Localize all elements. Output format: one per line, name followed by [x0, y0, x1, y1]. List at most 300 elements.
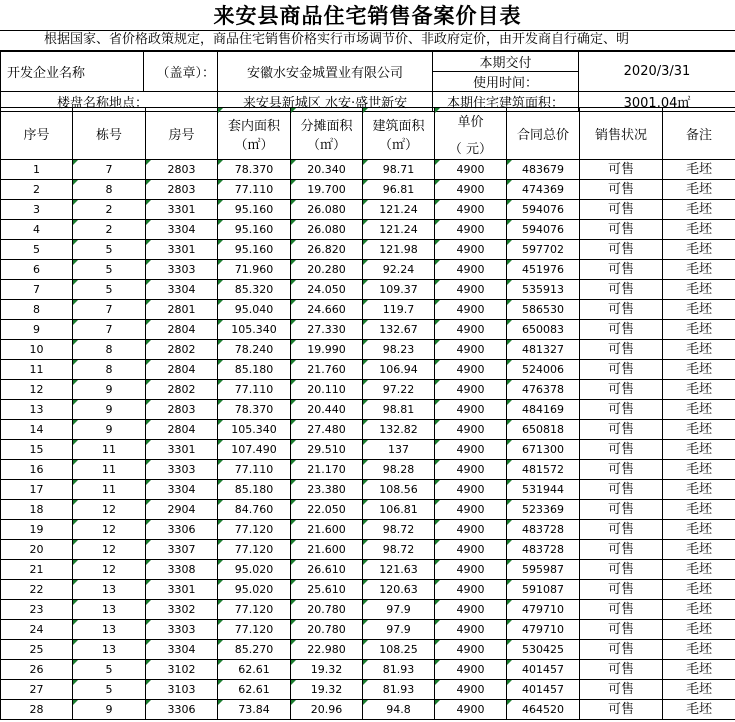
- cell-shared-area: 21.760: [291, 360, 363, 380]
- cell-seq: 14: [1, 420, 73, 440]
- cell-remark: 毛坯: [663, 460, 735, 480]
- cell-total-price: 451976: [507, 260, 580, 280]
- cell-total-price: 401457: [507, 680, 580, 700]
- cell-total-price: 476378: [507, 380, 580, 400]
- cell-total-price: 671300: [507, 440, 580, 460]
- delivery-date: 2020/3/31: [579, 52, 735, 92]
- cell-inner-area: 95.040: [218, 300, 291, 320]
- header-build-area: 建筑面积 （㎡）: [363, 108, 435, 160]
- cell-remark: 毛坯: [663, 660, 735, 680]
- cell-total-price: 483679: [507, 160, 580, 180]
- cell-building: 5: [73, 240, 146, 260]
- cell-status: 可售: [580, 420, 663, 440]
- cell-build-area: 106.81: [363, 500, 435, 520]
- cell-build-area: 120.63: [363, 580, 435, 600]
- cell-room: 2802: [146, 380, 218, 400]
- cell-seq: 6: [1, 260, 73, 280]
- cell-build-area: 121.63: [363, 560, 435, 580]
- cell-build-area: 98.81: [363, 400, 435, 420]
- cell-seq: 27: [1, 680, 73, 700]
- cell-seq: 9: [1, 320, 73, 340]
- cell-room: 3103: [146, 680, 218, 700]
- cell-status: 可售: [580, 600, 663, 620]
- cell-build-area: 92.24: [363, 260, 435, 280]
- cell-shared-area: 26.080: [291, 200, 363, 220]
- cell-build-area: 97.9: [363, 600, 435, 620]
- cell-unit-price: 4900: [435, 480, 507, 500]
- cell-status: 可售: [580, 660, 663, 680]
- cell-shared-area: 22.050: [291, 500, 363, 520]
- cell-seq: 22: [1, 580, 73, 600]
- cell-total-price: 650818: [507, 420, 580, 440]
- table-row: [1, 420, 735, 440]
- cell-building: 13: [73, 600, 146, 620]
- cell-shared-area: 20.280: [291, 260, 363, 280]
- cell-shared-area: 24.050: [291, 280, 363, 300]
- cell-unit-price: 4900: [435, 380, 507, 400]
- cell-total-price: 484169: [507, 400, 580, 420]
- table-body: [1, 160, 735, 720]
- cell-build-area: 108.25: [363, 640, 435, 660]
- cell-total-price: 531944: [507, 480, 580, 500]
- cell-seq: 13: [1, 400, 73, 420]
- cell-build-area: 98.72: [363, 540, 435, 560]
- cell-status: 可售: [580, 640, 663, 660]
- cell-build-area: 109.37: [363, 280, 435, 300]
- table-row: [1, 620, 735, 640]
- cell-shared-area: 25.610: [291, 580, 363, 600]
- cell-unit-price: 4900: [435, 320, 507, 340]
- cell-build-area: 81.93: [363, 660, 435, 680]
- cell-remark: 毛坯: [663, 340, 735, 360]
- cell-remark: 毛坯: [663, 560, 735, 580]
- policy-notice: [0, 30, 735, 51]
- cell-remark: 毛坯: [663, 240, 735, 260]
- project-name: 来安县新城区 水安·盛世新安: [218, 92, 433, 112]
- cell-inner-area: 77.110: [218, 460, 291, 480]
- table-row: [1, 560, 735, 580]
- cell-shared-area: 27.330: [291, 320, 363, 340]
- cell-inner-area: 77.110: [218, 180, 291, 200]
- cell-unit-price: 4900: [435, 420, 507, 440]
- cell-unit-price: 4900: [435, 540, 507, 560]
- cell-shared-area: 26.610: [291, 560, 363, 580]
- cell-room: 2803: [146, 180, 218, 200]
- table-row: [1, 600, 735, 620]
- cell-inner-area: 105.340: [218, 320, 291, 340]
- use-time-label: 使用时间：: [433, 72, 579, 92]
- header-inner-area: 套内面积 （㎡）: [218, 108, 291, 160]
- cell-remark: 毛坯: [663, 180, 735, 200]
- cell-status: 可售: [580, 300, 663, 320]
- table-row: [1, 280, 735, 300]
- cell-inner-area: 78.240: [218, 340, 291, 360]
- cell-room: 3304: [146, 640, 218, 660]
- cell-shared-area: 20.110: [291, 380, 363, 400]
- cell-inner-area: 105.340: [218, 420, 291, 440]
- cell-unit-price: 4900: [435, 360, 507, 380]
- cell-inner-area: 78.370: [218, 400, 291, 420]
- cell-inner-area: 62.61: [218, 680, 291, 700]
- cell-total-price: 595987: [507, 560, 580, 580]
- cell-inner-area: 73.84: [218, 700, 291, 720]
- page-title: 来安县商品住宅销售备案价目表: [0, 0, 735, 31]
- cell-building: 7: [73, 300, 146, 320]
- cell-remark: 毛坯: [663, 580, 735, 600]
- cell-seq: 25: [1, 640, 73, 660]
- cell-total-price: 530425: [507, 640, 580, 660]
- cell-room: 3301: [146, 240, 218, 260]
- table-row: [1, 440, 735, 460]
- cell-building: 12: [73, 540, 146, 560]
- cell-status: 可售: [580, 620, 663, 640]
- cell-building: 13: [73, 620, 146, 640]
- cell-building: 5: [73, 680, 146, 700]
- cell-status: 可售: [580, 160, 663, 180]
- cell-build-area: 119.7: [363, 300, 435, 320]
- cell-room: 2803: [146, 400, 218, 420]
- cell-room: 2801: [146, 300, 218, 320]
- cell-status: 可售: [580, 440, 663, 460]
- header-room: 房号: [146, 108, 218, 160]
- cell-building: 7: [73, 160, 146, 180]
- area-value: 3001.04㎡: [579, 92, 735, 112]
- cell-unit-price: 4900: [435, 460, 507, 480]
- cell-building: 5: [73, 660, 146, 680]
- cell-seq: 8: [1, 300, 73, 320]
- cell-total-price: 650083: [507, 320, 580, 340]
- cell-build-area: 96.81: [363, 180, 435, 200]
- cell-inner-area: 95.160: [218, 240, 291, 260]
- table-row: [1, 300, 735, 320]
- cell-inner-area: 77.120: [218, 540, 291, 560]
- cell-status: 可售: [580, 700, 663, 720]
- cell-unit-price: 4900: [435, 500, 507, 520]
- cell-build-area: 81.93: [363, 680, 435, 700]
- cell-shared-area: 29.510: [291, 440, 363, 460]
- cell-shared-area: 20.780: [291, 620, 363, 640]
- cell-room: 3303: [146, 460, 218, 480]
- cell-building: 7: [73, 320, 146, 340]
- cell-remark: 毛坯: [663, 360, 735, 380]
- price-table: [0, 107, 735, 720]
- table-row: [1, 660, 735, 680]
- cell-status: 可售: [580, 180, 663, 200]
- cell-shared-area: 19.32: [291, 680, 363, 700]
- cell-shared-area: 21.170: [291, 460, 363, 480]
- cell-status: 可售: [580, 560, 663, 580]
- cell-total-price: 483728: [507, 520, 580, 540]
- cell-shared-area: 19.990: [291, 340, 363, 360]
- cell-room: 2804: [146, 320, 218, 340]
- cell-status: 可售: [580, 540, 663, 560]
- table-row: [1, 460, 735, 480]
- cell-total-price: 464520: [507, 700, 580, 720]
- cell-remark: 毛坯: [663, 620, 735, 640]
- cell-inner-area: 85.180: [218, 480, 291, 500]
- cell-build-area: 108.56: [363, 480, 435, 500]
- cell-building: 8: [73, 180, 146, 200]
- cell-building: 11: [73, 440, 146, 460]
- cell-unit-price: 4900: [435, 640, 507, 660]
- cell-building: 13: [73, 580, 146, 600]
- cell-status: 可售: [580, 400, 663, 420]
- cell-shared-area: 26.080: [291, 220, 363, 240]
- cell-total-price: 524006: [507, 360, 580, 380]
- cell-seq: 2: [1, 180, 73, 200]
- cell-shared-area: 27.480: [291, 420, 363, 440]
- cell-seq: 3: [1, 200, 73, 220]
- cell-inner-area: 95.020: [218, 580, 291, 600]
- cell-unit-price: 4900: [435, 260, 507, 280]
- table-row: [1, 520, 735, 540]
- cell-total-price: 479710: [507, 620, 580, 640]
- table-row: [1, 320, 735, 340]
- cell-status: 可售: [580, 280, 663, 300]
- cell-room: 3304: [146, 480, 218, 500]
- cell-seq: 21: [1, 560, 73, 580]
- cell-build-area: 106.94: [363, 360, 435, 380]
- cell-shared-area: 19.32: [291, 660, 363, 680]
- cell-building: 13: [73, 640, 146, 660]
- cell-total-price: 594076: [507, 220, 580, 240]
- cell-total-price: 597702: [507, 240, 580, 260]
- cell-seq: 12: [1, 380, 73, 400]
- cell-remark: 毛坯: [663, 480, 735, 500]
- cell-room: 3303: [146, 620, 218, 640]
- cell-build-area: 98.28: [363, 460, 435, 480]
- cell-remark: 毛坯: [663, 700, 735, 720]
- cell-building: 9: [73, 700, 146, 720]
- cell-inner-area: 85.270: [218, 640, 291, 660]
- cell-remark: 毛坯: [663, 300, 735, 320]
- cell-room: 3303: [146, 260, 218, 280]
- cell-seq: 18: [1, 500, 73, 520]
- cell-build-area: 94.8: [363, 700, 435, 720]
- cell-building: 9: [73, 400, 146, 420]
- cell-build-area: 132.67: [363, 320, 435, 340]
- cell-shared-area: 23.380: [291, 480, 363, 500]
- cell-building: 2: [73, 200, 146, 220]
- cell-shared-area: 26.820: [291, 240, 363, 260]
- table-row: [1, 480, 735, 500]
- cell-unit-price: 4900: [435, 580, 507, 600]
- cell-unit-price: 4900: [435, 440, 507, 460]
- cell-unit-price: 4900: [435, 400, 507, 420]
- cell-seq: 24: [1, 620, 73, 640]
- cell-remark: 毛坯: [663, 540, 735, 560]
- cell-shared-area: 21.600: [291, 540, 363, 560]
- cell-remark: 毛坯: [663, 160, 735, 180]
- cell-unit-price: 4900: [435, 200, 507, 220]
- table-row: [1, 380, 735, 400]
- cell-room: 3307: [146, 540, 218, 560]
- cell-shared-area: 21.600: [291, 520, 363, 540]
- cell-seq: 5: [1, 240, 73, 260]
- cell-remark: 毛坯: [663, 440, 735, 460]
- cell-seq: 17: [1, 480, 73, 500]
- cell-unit-price: 4900: [435, 700, 507, 720]
- cell-room: 3301: [146, 200, 218, 220]
- cell-seq: 28: [1, 700, 73, 720]
- header-unit-price: 单价 （ 元）: [435, 108, 507, 160]
- cell-build-area: 98.23: [363, 340, 435, 360]
- header-remark: 备注: [663, 108, 735, 160]
- cell-remark: 毛坯: [663, 200, 735, 220]
- cell-unit-price: 4900: [435, 680, 507, 700]
- policy-notice-text: 根据国家、省价格政策规定，商品住宅销售价格实行市场调节价、非政府定价，由开发商自行确定、明: [44, 32, 630, 47]
- cell-total-price: 586530: [507, 300, 580, 320]
- cell-seq: 15: [1, 440, 73, 460]
- cell-remark: 毛坯: [663, 600, 735, 620]
- cell-total-price: 523369: [507, 500, 580, 520]
- cell-remark: 毛坯: [663, 280, 735, 300]
- cell-remark: 毛坯: [663, 400, 735, 420]
- cell-status: 可售: [580, 320, 663, 340]
- cell-room: 3102: [146, 660, 218, 680]
- cell-seq: 10: [1, 340, 73, 360]
- developer-name: 安徽水安金城置业有限公司: [218, 52, 433, 92]
- cell-inner-area: 77.120: [218, 620, 291, 640]
- cell-unit-price: 4900: [435, 220, 507, 240]
- cell-inner-area: 77.120: [218, 600, 291, 620]
- delivery-label: 本期交付: [433, 52, 579, 72]
- cell-build-area: 97.22: [363, 380, 435, 400]
- table-row: [1, 180, 735, 200]
- table-row: [1, 220, 735, 240]
- cell-inner-area: 85.320: [218, 280, 291, 300]
- cell-seq: 23: [1, 600, 73, 620]
- cell-build-area: 121.24: [363, 200, 435, 220]
- cell-total-price: 474369: [507, 180, 580, 200]
- cell-seq: 16: [1, 460, 73, 480]
- cell-build-area: 98.71: [363, 160, 435, 180]
- cell-total-price: 594076: [507, 200, 580, 220]
- cell-shared-area: 20.340: [291, 160, 363, 180]
- cell-building: 12: [73, 500, 146, 520]
- cell-building: 12: [73, 560, 146, 580]
- table-row: [1, 160, 735, 180]
- cell-total-price: 483728: [507, 540, 580, 560]
- cell-build-area: 137: [363, 440, 435, 460]
- cell-seq: 1: [1, 160, 73, 180]
- cell-remark: 毛坯: [663, 520, 735, 540]
- cell-status: 可售: [580, 580, 663, 600]
- cell-room: 3308: [146, 560, 218, 580]
- header-row: [1, 108, 735, 160]
- cell-inner-area: 95.160: [218, 220, 291, 240]
- cell-room: 2804: [146, 360, 218, 380]
- cell-room: 2803: [146, 160, 218, 180]
- header-status: 销售状况: [580, 108, 663, 160]
- cell-shared-area: 22.980: [291, 640, 363, 660]
- cell-seq: 20: [1, 540, 73, 560]
- table-row: [1, 580, 735, 600]
- cell-status: 可售: [580, 480, 663, 500]
- cell-shared-area: 20.440: [291, 400, 363, 420]
- cell-shared-area: 20.780: [291, 600, 363, 620]
- cell-status: 可售: [580, 200, 663, 220]
- cell-unit-price: 4900: [435, 560, 507, 580]
- table-row: [1, 340, 735, 360]
- cell-status: 可售: [580, 500, 663, 520]
- cell-status: 可售: [580, 520, 663, 540]
- cell-remark: 毛坯: [663, 320, 735, 340]
- seal-label: （盖章）：: [144, 52, 218, 92]
- cell-inner-area: 107.490: [218, 440, 291, 460]
- cell-unit-price: 4900: [435, 520, 507, 540]
- cell-total-price: 535913: [507, 280, 580, 300]
- cell-seq: 4: [1, 220, 73, 240]
- cell-unit-price: 4900: [435, 300, 507, 320]
- cell-remark: 毛坯: [663, 500, 735, 520]
- cell-status: 可售: [580, 360, 663, 380]
- header-shared-area: 分摊面积 （㎡）: [291, 108, 363, 160]
- cell-remark: 毛坯: [663, 380, 735, 400]
- cell-status: 可售: [580, 460, 663, 480]
- cell-total-price: 481327: [507, 340, 580, 360]
- table-row: [1, 500, 735, 520]
- cell-building: 11: [73, 480, 146, 500]
- cell-inner-area: 85.180: [218, 360, 291, 380]
- cell-shared-area: 19.700: [291, 180, 363, 200]
- cell-room: 2802: [146, 340, 218, 360]
- cell-unit-price: 4900: [435, 600, 507, 620]
- cell-shared-area: 20.96: [291, 700, 363, 720]
- cell-room: 2804: [146, 420, 218, 440]
- project-label: 楼盘名称地点：: [1, 92, 218, 112]
- developer-label: 开发企业名称: [1, 52, 144, 92]
- cell-seq: 19: [1, 520, 73, 540]
- cell-room: 3301: [146, 580, 218, 600]
- cell-total-price: 479710: [507, 600, 580, 620]
- cell-building: 11: [73, 460, 146, 480]
- cell-room: 2904: [146, 500, 218, 520]
- cell-remark: 毛坯: [663, 260, 735, 280]
- cell-inner-area: 95.160: [218, 200, 291, 220]
- cell-total-price: 481572: [507, 460, 580, 480]
- table-row: [1, 360, 735, 380]
- cell-building: 12: [73, 520, 146, 540]
- table-row: [1, 400, 735, 420]
- cell-build-area: 121.98: [363, 240, 435, 260]
- table-row: [1, 680, 735, 700]
- table-row: [1, 260, 735, 280]
- cell-build-area: 98.72: [363, 520, 435, 540]
- cell-room: 3304: [146, 280, 218, 300]
- cell-remark: 毛坯: [663, 220, 735, 240]
- cell-status: 可售: [580, 240, 663, 260]
- cell-building: 5: [73, 280, 146, 300]
- cell-building: 2: [73, 220, 146, 240]
- cell-seq: 26: [1, 660, 73, 680]
- cell-unit-price: 4900: [435, 280, 507, 300]
- table-row: [1, 240, 735, 260]
- cell-building: 8: [73, 360, 146, 380]
- cell-status: 可售: [580, 380, 663, 400]
- title-table: [0, 0, 735, 31]
- table-row: [1, 200, 735, 220]
- cell-inner-area: 95.020: [218, 560, 291, 580]
- cell-status: 可售: [580, 340, 663, 360]
- cell-build-area: 132.82: [363, 420, 435, 440]
- cell-remark: 毛坯: [663, 420, 735, 440]
- cell-room: 3304: [146, 220, 218, 240]
- cell-remark: 毛坯: [663, 680, 735, 700]
- cell-seq: 11: [1, 360, 73, 380]
- cell-unit-price: 4900: [435, 160, 507, 180]
- cell-total-price: 591087: [507, 580, 580, 600]
